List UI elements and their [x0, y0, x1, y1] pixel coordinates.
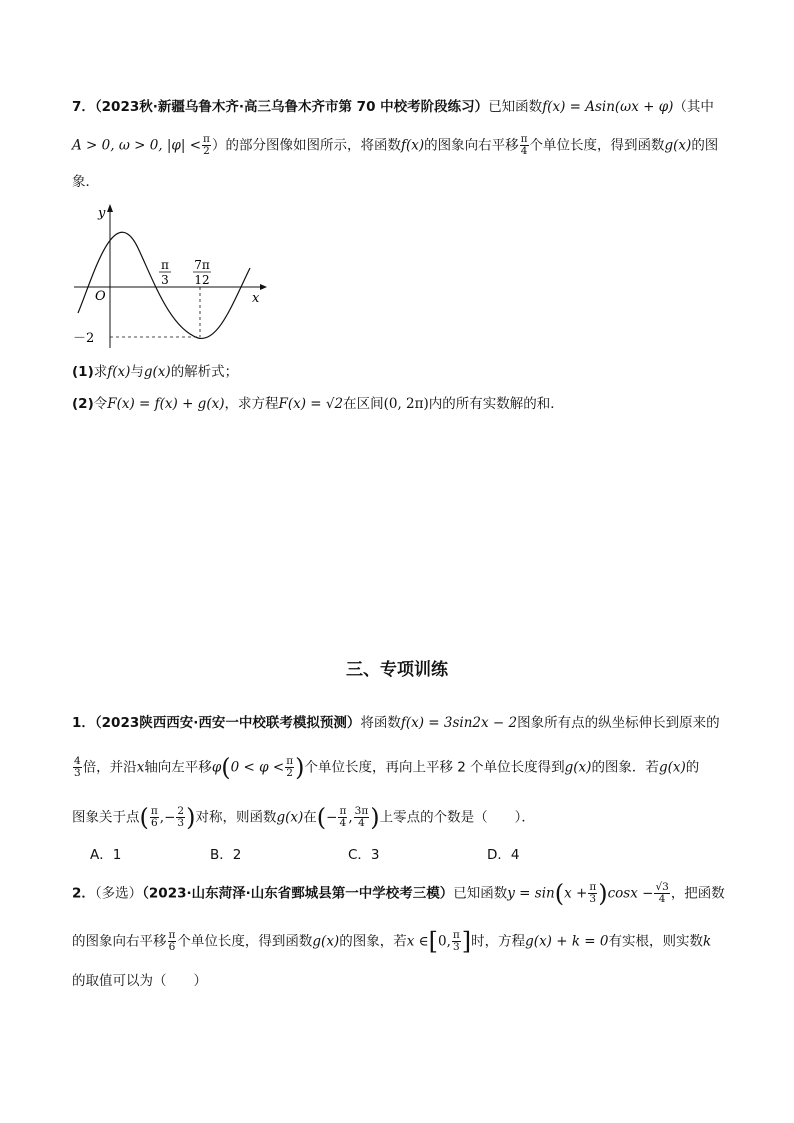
text: 个单位长度，得到函数 [177, 933, 313, 950]
p2-number: 2． [72, 885, 95, 902]
text: 倍，并沿 [82, 759, 137, 776]
x-in: x ∈ [406, 933, 429, 950]
x-axis-arrow [260, 284, 267, 290]
interval: (0, 2π) [383, 396, 429, 412]
q7-sine-graph [70, 200, 270, 350]
q7-gx: g(x) [664, 137, 692, 154]
p1-line-3: 图象关于点( $\frac{\pi}{6}$ ,− $\frac{2}{3}$ )对称，则函数g(x)在(− $\frac{\pi}{4}$ , $\frac{3\pi}{4}$ )上零点的个数是（ ）． [72, 803, 535, 832]
q7-conditions: A > 0, ω > 0, |φ| < [72, 137, 202, 154]
p2-line-1: 2．（多选）（2023·山东菏泽·山东省鄄城县第一中学校考三模）已知函数y = sin(x + $\frac{\pi}{3}$ )cosx − $\frac{√3}{4}$ ，把函数 [72, 879, 725, 908]
option-c[interactable]: C．3 [348, 847, 380, 863]
fraction: $\frac{\pi}{6}$ [150, 805, 158, 829]
tick-7pi-12-den: 12 [194, 273, 210, 287]
text: 将函数 [360, 715, 401, 731]
text: 在区间 [343, 396, 384, 412]
p1-line-1 [72, 713, 720, 733]
gx: g(x) [143, 364, 171, 380]
sub-number: (1) [72, 364, 94, 380]
q7-text: 象． [72, 174, 99, 190]
text: 轴向左平移 [144, 759, 212, 776]
text: 与 [130, 364, 144, 380]
x-var: x [136, 759, 145, 776]
fraction: $\frac{4}{3}$ [74, 755, 81, 779]
fraction: $\frac{\pi}{2}$ [203, 133, 210, 157]
p1-line-2: $\frac{4}{3}$ 倍，并沿x轴向左平移φ(0 < φ < $\frac{\pi}{2}$ )个单位长度，再向上平移 2 个单位长度得到g(x)的图象．若g(x)的 [74, 753, 700, 782]
text: 的图象．若 [591, 759, 659, 776]
text: 已知函数 [453, 885, 508, 902]
q7-function: f(x) = Asin(ωx + φ) [542, 99, 674, 115]
gx: g(x) [564, 759, 592, 776]
fraction: $\frac{3\pi}{4}$ [354, 805, 369, 829]
q7-line-3 [72, 172, 99, 192]
q7-text: 的图象向右平移 [424, 137, 519, 154]
text: 个单位长度，再向上平移 2 个单位长度得到 [304, 759, 565, 776]
tick-pi-3-den: 3 [161, 273, 169, 287]
min-value-label: －2 [73, 331, 95, 346]
text: 图象关于点 [72, 809, 140, 826]
phi: φ [211, 759, 222, 776]
fraction: $\frac{\pi}{6}$ [168, 929, 176, 953]
q7-text: 的图 [691, 137, 719, 154]
y-axis-label: y [98, 206, 106, 221]
text: 的解析式； [170, 364, 239, 380]
q7-line-2 [72, 134, 718, 157]
p2-line-2: 的图象向右平移 $\frac{\pi}{6}$ 个单位长度，得到函数g(x)的图象，若x ∈[0, $\frac{\pi}{3}$ ]时，方程g(x) + k = 0有实根，则实数k [72, 927, 712, 956]
p2-equation: g(x) + k = 0 [525, 933, 609, 950]
k-var: k [703, 933, 712, 950]
q7-text: 已知函数 [488, 99, 543, 115]
text: 内的所有实数解的和． [428, 396, 564, 412]
fx: f(x) [107, 364, 131, 380]
p1-number: 1． [72, 715, 95, 731]
text: 对称，则函数 [195, 809, 277, 826]
q7-sub2 [72, 394, 564, 414]
q7-fx: f(x) [400, 137, 425, 154]
equation: F(x) = √2 [278, 396, 344, 412]
Fx-definition: F(x) = f(x) + g(x) [107, 396, 225, 412]
text: 时，方程 [471, 933, 526, 950]
text: ，把函数 [670, 885, 725, 902]
q7-text: 个单位长度，得到函数 [529, 137, 665, 154]
gx: g(x) [276, 809, 304, 826]
fraction: $\frac{\pi}{4}$ [339, 805, 347, 829]
p2-source: （2023·山东菏泽·山东省鄄城县第一中学校考三模） [142, 885, 454, 902]
y-axis-arrow [107, 204, 113, 212]
gx: g(x) [312, 933, 340, 950]
p1-source: （2023陕西西安·西安一中校联考模拟预测） [94, 715, 361, 731]
text: 的图象向右平移 [72, 933, 167, 950]
option-b[interactable]: B．2 [210, 847, 242, 863]
fraction: $\frac{\pi}{2}$ [286, 755, 294, 779]
text: 的 [685, 759, 700, 776]
text: 的图象，若 [339, 933, 407, 950]
p2-tag: （多选） [94, 885, 143, 902]
fraction: $\frac{2}{3}$ [177, 805, 185, 829]
q7-source: （2023秋·新疆乌鲁木齐·高三乌鲁木齐市第 70 中校考阶段练习） [94, 99, 489, 115]
p2-function: x + [564, 885, 588, 902]
interval: 0, [437, 933, 451, 950]
text: 上零点的个数是（ ）． [379, 809, 535, 826]
q7-sub1 [72, 362, 238, 382]
q7-number: 7． [72, 99, 95, 115]
q7-text: （其中 [673, 99, 714, 115]
p1-function: f(x) = 3sin2x − 2 [400, 715, 518, 731]
p2-function: cosx − [607, 885, 654, 902]
text: 图象所有点的纵坐标伸长到原来的 [517, 715, 720, 731]
text: 有实根，则实数 [608, 933, 704, 950]
text: 令 [93, 396, 108, 412]
fraction: $\frac{\pi}{3}$ [452, 929, 460, 953]
text: 求 [93, 364, 108, 380]
text: ，求方程 [224, 396, 279, 412]
gx: g(x) [658, 759, 686, 776]
tick-7pi-12-num: 7π [194, 258, 210, 272]
p2-line-3 [72, 971, 207, 991]
section-title: 三、专项训练 [346, 660, 448, 680]
fraction: $\frac{\pi}{3}$ [589, 881, 597, 905]
tick-pi-3-num: π [161, 258, 169, 272]
q7-line-1 [72, 97, 714, 117]
option-a[interactable]: A．1 [90, 847, 122, 863]
option-d[interactable]: D．4 [487, 847, 520, 863]
p2-function: y = sin [507, 885, 555, 902]
text: 在 [303, 809, 317, 826]
q7-text: ）的部分图像如图所示，将函数 [211, 137, 401, 154]
p1-condition: 0 < φ < [230, 759, 285, 776]
text: 的取值可以为（ ） [72, 973, 207, 989]
fraction: $\frac{\pi}{4}$ [520, 133, 528, 157]
fraction: $\frac{√3}{4}$ [655, 881, 669, 905]
origin-label: O [95, 289, 106, 304]
x-axis-label: x [252, 291, 260, 306]
sub-number: (2) [72, 396, 94, 412]
